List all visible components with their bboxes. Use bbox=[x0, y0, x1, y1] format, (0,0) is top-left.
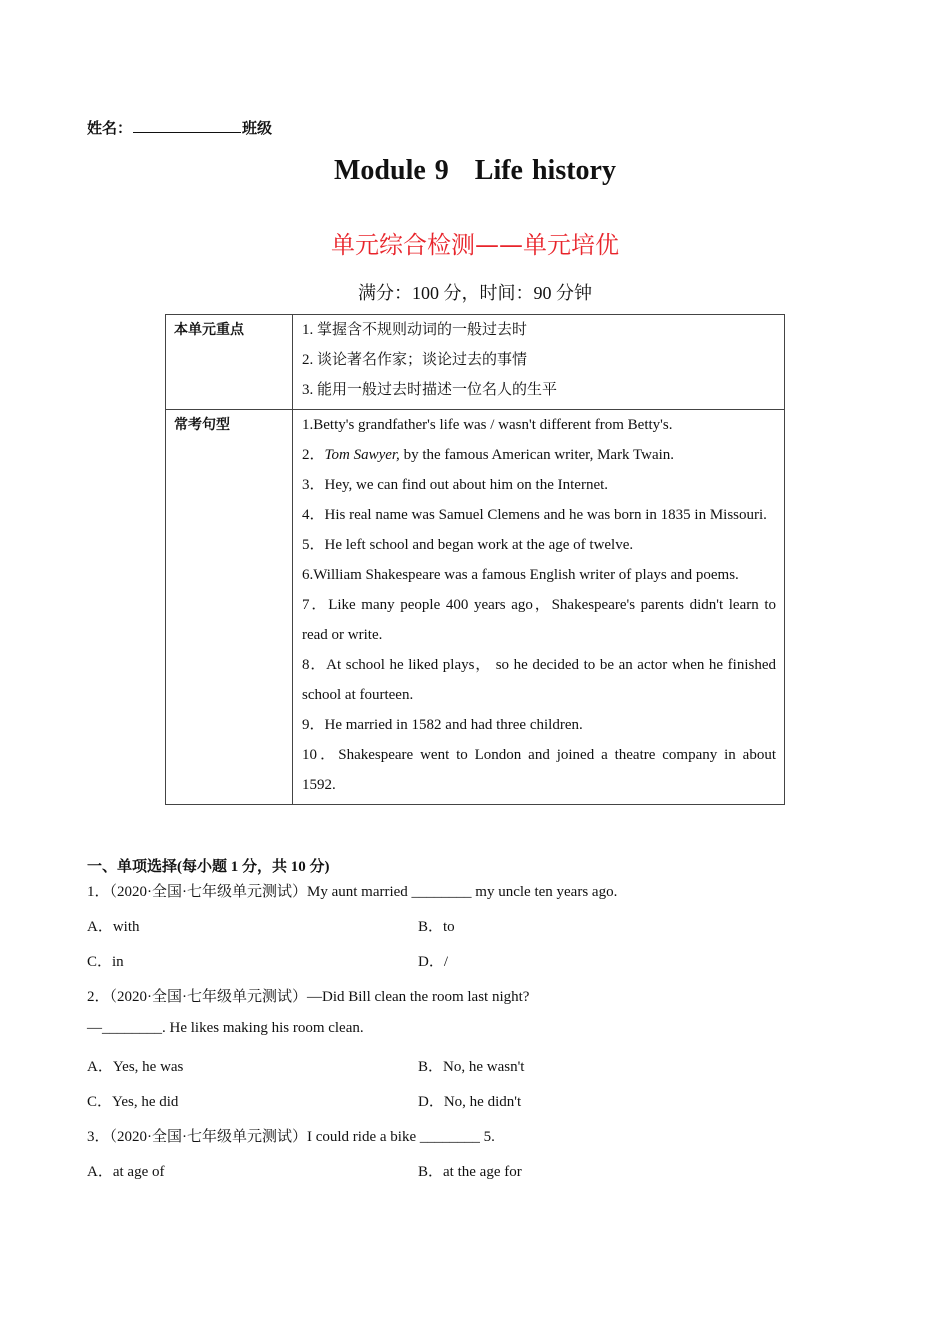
option-b[interactable]: B．to bbox=[418, 919, 455, 935]
unit-focus-content bbox=[293, 315, 785, 410]
option-a[interactable]: A．at age of bbox=[87, 1164, 165, 1180]
question-stem: 2．（2020·全国·七年级单元测试）—Did Bill clean the room last night? bbox=[87, 989, 530, 1005]
section-heading: 一、单项选择(每小题 1 分，共 10 分) bbox=[87, 859, 330, 875]
sentence-item: 3．Hey, we can find out about him on the Internet. bbox=[302, 477, 609, 493]
common-sentences-label: 常考句型 bbox=[166, 410, 293, 805]
sentence-item: 4．His real name was Samuel Clemens and he was born in 1835 in Missouri. bbox=[302, 507, 767, 523]
name-blank[interactable] bbox=[133, 118, 241, 133]
table-row bbox=[166, 315, 785, 410]
student-info-line bbox=[87, 117, 272, 138]
key-points-table bbox=[165, 314, 785, 805]
sentence-item: 1.Betty's grandfather's life was / wasn't different from Betty's. bbox=[302, 417, 673, 433]
sentence-item: 9．He married in 1582 and had three children. bbox=[302, 717, 583, 733]
option-c[interactable]: C．Yes, he did bbox=[87, 1094, 179, 1110]
option-a[interactable]: A．Yes, he was bbox=[87, 1059, 184, 1075]
option-d[interactable]: D．No, he didn't bbox=[418, 1094, 522, 1110]
page-title bbox=[0, 155, 950, 187]
focus-item: 2. 谈论著名作家；谈论过去的事情 bbox=[302, 352, 528, 368]
sentence-number: 2． bbox=[302, 447, 325, 463]
sentence-item: 8．At school he liked plays， so he decided to be an actor when he finished school at fourteen. bbox=[302, 657, 776, 703]
sentence-item bbox=[302, 440, 776, 470]
sentence-item: 6.William Shakespeare was a famous English writer of plays and poems. bbox=[302, 567, 739, 583]
page-subtitle: 单元综合检测——单元培优 bbox=[331, 231, 619, 259]
name-label: 姓名： bbox=[87, 121, 133, 137]
class-label: 班级 bbox=[242, 121, 273, 137]
module-number: Module 9 bbox=[334, 155, 449, 186]
unit-focus-label: 本单元重点 bbox=[166, 315, 293, 410]
focus-item: 1. 掌握含不规则动词的一般过去时 bbox=[302, 322, 528, 338]
module-topic: Life history bbox=[474, 155, 616, 186]
focus-item: 3. 能用一般过去时描述一位名人的生平 bbox=[302, 382, 558, 398]
question-stem: 3．（2020·全国·七年级单元测试）I could ride a bike ________ 5. bbox=[87, 1129, 495, 1145]
question-stem: 1．（2020·全国·七年级单元测试）My aunt married ________ my uncle ten years ago. bbox=[87, 884, 618, 900]
common-sentences-content bbox=[293, 410, 785, 805]
book-title: Tom Sawyer, bbox=[324, 447, 400, 463]
table-row bbox=[166, 410, 785, 805]
score-time-line: 满分：100 分，时间：90 分钟 bbox=[358, 283, 592, 303]
option-b[interactable]: B．at the age for bbox=[418, 1164, 522, 1180]
option-c[interactable]: C．in bbox=[87, 954, 124, 970]
sentence-item: 5．He left school and began work at the age of twelve. bbox=[302, 537, 634, 553]
sentence-text: by the famous American writer, Mark Twain. bbox=[399, 447, 675, 463]
option-a[interactable]: A．with bbox=[87, 919, 140, 935]
question-stem-dialogue: —________. He likes making his room clean. bbox=[87, 1020, 364, 1036]
option-d[interactable]: D．/ bbox=[418, 954, 449, 970]
option-b[interactable]: B．No, he wasn't bbox=[418, 1059, 525, 1075]
sentence-item: 7．Like many people 400 years ago，Shakespeare's parents didn't learn to read or write. bbox=[302, 597, 776, 643]
sentence-item: 10．Shakespeare went to London and joined a theatre company in about 1592. bbox=[302, 747, 776, 793]
